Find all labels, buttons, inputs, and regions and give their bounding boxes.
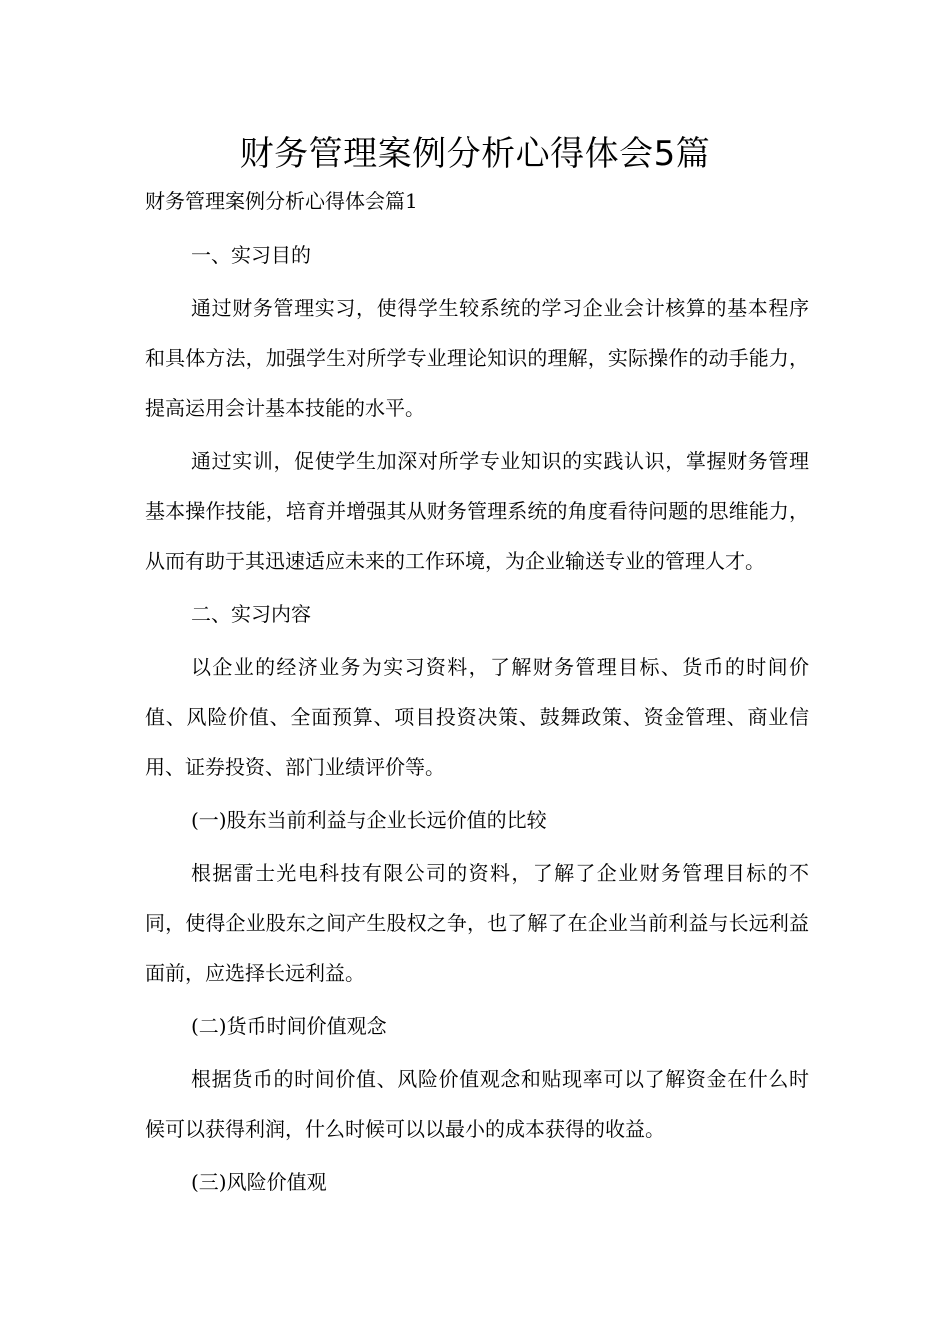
- paragraph-purpose-1: 通过财务管理实习，使得学生较系统的学习企业会计核算的基本程序和具体方法，加强学生对所学专业理论知识的理解，实际操作的动手能力，提高运用会计基本技能的水平。: [145, 296, 809, 420]
- subheading-shareholder-interest: (一)股东当前利益与企业长远价值的比较: [191, 808, 547, 832]
- paragraph-content-intro: 以企业的经济业务为实习资料，了解财务管理目标、货币的时间价值、风险价值、全面预算、项目投资决策、鼓舞政策、资金管理、商业信用、证券投资、部门业绩评价等。: [145, 655, 809, 779]
- paragraph-shareholder-interest: 根据雷士光电科技有限公司的资料，了解了企业财务管理目标的不同，使得企业股东之间产生股权之争，也了解了在企业当前利益与长远利益面前，应选择长远利益。: [145, 861, 809, 985]
- document-body: [145, 230, 809, 1210]
- document-title: 财务管理案例分析心得体会5篇: [239, 134, 711, 174]
- document-subtitle: 财务管理案例分析心得体会篇1: [145, 189, 418, 213]
- section-heading-purpose: 一、实习目的: [191, 243, 311, 267]
- subheading-time-value: (二)货币时间价值观念: [191, 1014, 387, 1038]
- subheading-risk-value: (三)风险价值观: [191, 1170, 327, 1194]
- paragraph-time-value: 根据货币的时间价值、风险价值观念和贴现率可以了解资金在什么时候可以获得利润，什么时候可以以最小的成本获得的收益。: [145, 1067, 809, 1141]
- paragraph-purpose-2: 通过实训，促使学生加深对所学专业知识的实践认识，掌握财务管理基本操作技能，培育并增强其从财务管理系统的角度看待问题的思维能力，从而有助于其迅速适应未来的工作环境，为企业输送专业的管理人才。: [145, 449, 809, 573]
- section-heading-content: 二、实习内容: [191, 602, 311, 626]
